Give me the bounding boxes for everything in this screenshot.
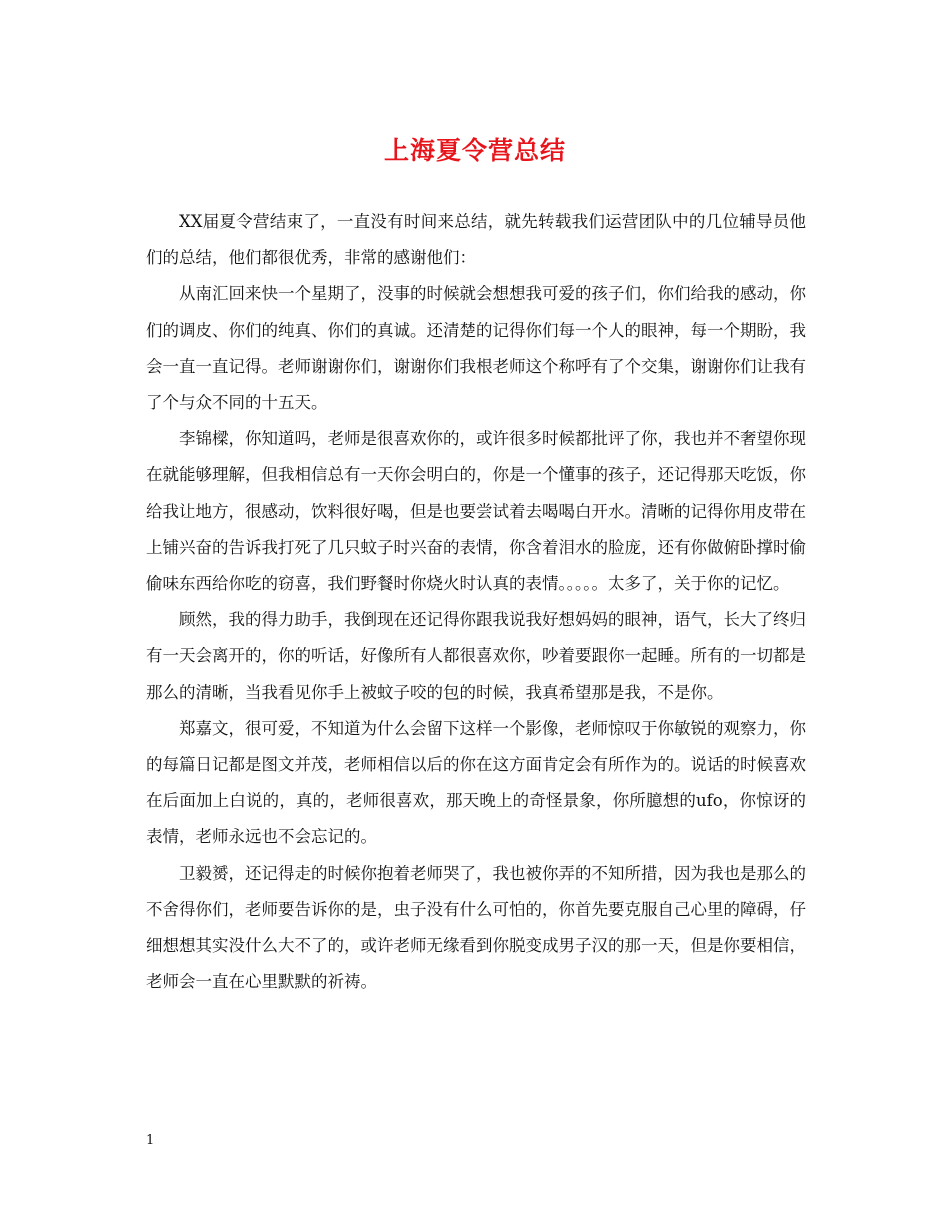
paragraph-zheng-jiawen: 郑嘉文，很可爱，不知道为什么会留下这样一个影像，老师惊叹于你敏锐的观察力，你的每篇日记都是图文并茂，老师相信以后的你在这方面肯定会有所作为的。说话的时候喜欢在后面加上白说的，真的，老师很喜欢，那天晚上的奇怪景象，你所臆想的ufo，你惊讶的表情，老师永远也不会忘记的。 (146, 718, 806, 847)
paragraph-intro: XX届夏令营结束了，一直没有时间来总结，就先转载我们运营团队中的几位辅导员他们的总结，他们都很优秀，非常的感谢他们： (146, 212, 806, 268)
page-number: 1 (146, 1133, 155, 1148)
paragraph-gu-ran: 顾然，我的得力助手，我倒现在还记得你跟我说我好想妈妈的眼神，语气，长大了终归有一天会离开的，你的听话，好像所有人都很喜欢你，吵着要跟你一起睡。所有的一切都是那么的清晰，当我看见你手上被蚊子咬的包的时候，我真希望那是我，不是你。 (146, 610, 806, 702)
paragraph-wei-yiyun: 卫毅赟，还记得走的时候你抱着老师哭了，我也被你弄的不知所措，因为我也是那么的不舍得你们，老师要告诉你的是，虫子没有什么可怕的，你首先要克服自己心里的障碍，仔细想想其实没什么大不了的，或许老师无缘看到你脱变成男子汉的那一天，但是你要相信，老师会一直在心里默默的祈祷。 (146, 863, 806, 992)
document-title: 上海夏令营总结 (383, 136, 566, 165)
document-body (146, 204, 806, 1000)
paragraph-li-jinliang: 李锦樑，你知道吗，老师是很喜欢你的，或许很多时候都批评了你，我也并不奢望你现在就能够理解，但我相信总有一天你会明白的，你是一个懂事的孩子，还记得那天吃饭，你给我让地方，很感动，饮料很好喝，但是也要尝试着去喝喝白开水。清晰的记得你用皮带在上铺兴奋的告诉我打死了几只蚊子时兴奋的表情，你含着泪水的脸庞，还有你做俯卧撑时偷偷味东西给你吃的窃喜，我们野餐时你烧火时认真的表情。。。。。太多了，关于你的记忆。 (146, 429, 806, 594)
paragraph-nanhui: 从南汇回来快一个星期了，没事的时候就会想想我可爱的孩子们，你们给我的感动，你们的调皮、你们的纯真、你们的真诚。还清楚的记得你们每一个人的眼神，每一个期盼，我会一直一直记得。老师谢谢你们，谢谢你们我根老师这个称呼有了个交集，谢谢你们让我有了个与众不同的十五天。 (146, 284, 806, 413)
